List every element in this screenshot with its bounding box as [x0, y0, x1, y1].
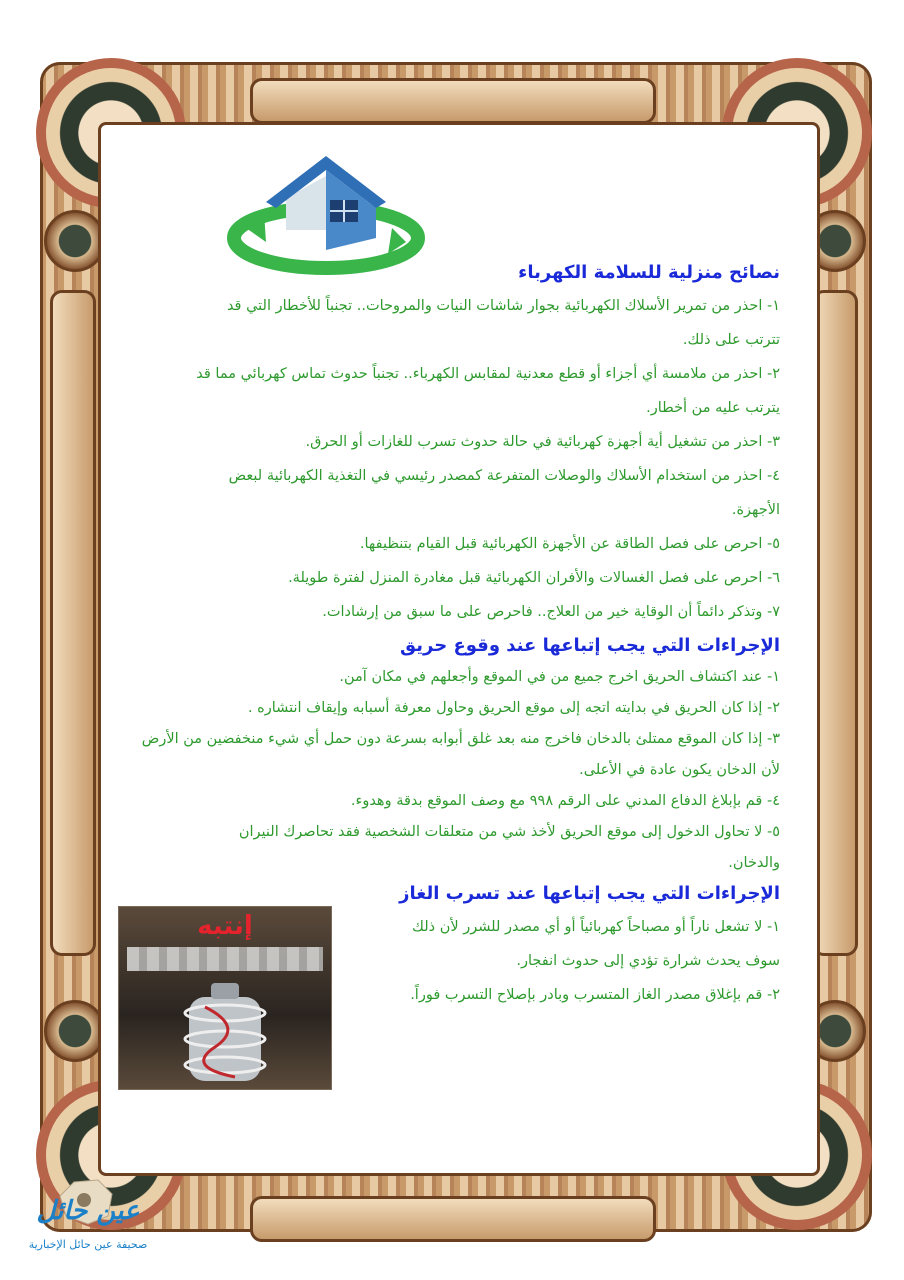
list-item: ٢- احذر من ملامسة أي أجزاء أو قطع معدنية لمقابس الكهرباء.. تجنباً حدوث تماس كهربائي مما قد	[196, 366, 780, 382]
list-item: ٦- احرص على فصل الغسالات والأفران الكهربائية قبل مغادرة المنزل لفترة طويلة.	[288, 570, 780, 586]
frame-top-rail	[250, 78, 656, 124]
frame-medallion	[44, 210, 106, 272]
document-body	[130, 262, 780, 1012]
frame-left-rail	[50, 290, 96, 956]
list-item: ٤- قم بإبلاغ الدفاع المدني على الرقم ٩٩٨ مع وصف الموقع بدقة وهدوء.	[350, 793, 780, 809]
list-item: يترتب عليه من أخطار.	[646, 400, 780, 416]
section-heading-electricity: نصائح منزلية للسلامة الكهرباء	[518, 262, 780, 283]
warning-caption-blur	[127, 947, 323, 971]
warning-title: إنتبه	[197, 911, 253, 941]
list-item: ٤- احذر من استخدام الأسلاك والوصلات المتفرعة كمصدر رئيسي في التغذية الكهربائية لبعض	[228, 468, 780, 484]
watermark-subtitle: صحيفة عين حائل الإخبارية	[28, 1238, 148, 1251]
list-item: ٥- احرص على فصل الطاقة عن الأجهزة الكهربائية قبل القيام بتنظيفها.	[359, 536, 780, 552]
list-item: تترتب على ذلك.	[682, 332, 780, 348]
list-item: ٢- إذا كان الحريق في بدايته اتجه إلى موقع الحريق وحاول معرفة أسبابه وإيقاف انتشاره .	[247, 700, 780, 716]
list-item: ٧- وتذكر دائماً أن الوقاية خير من العلاج.. فاحرص على ما سبق من إرشادات.	[322, 604, 780, 620]
list-item: ١- لا تشعل ناراً أو مصباحاً كهربائياً أو أي مصدر للشرر لأن ذلك	[412, 919, 780, 935]
house-icon	[226, 150, 426, 280]
watermark-logo	[8, 1176, 168, 1268]
list-item: ٢- قم بإغلاق مصدر الغاز المتسرب وبادر بإصلاح التسرب فوراً.	[410, 987, 780, 1003]
section-heading-gas: الإجراءات التي يجب إتباعها عند تسرب الغاز	[399, 883, 780, 904]
gas-cylinder-icon	[175, 977, 275, 1085]
frame-bottom-rail	[250, 1196, 656, 1242]
list-item: ١- احذر من تمرير الأسلاك الكهربائية بجوار شاشات النيات والمروحات.. تجنباً للأخطار التي قد	[226, 298, 780, 314]
watermark-title: عين حائل	[36, 1196, 140, 1226]
list-item: ١- عند اكتشاف الحريق اخرج جميع من في الموقع وأجعلهم في مكان آمن.	[339, 669, 780, 685]
list-item: الأجهزة.	[731, 502, 780, 518]
list-item: ٥- لا تحاول الدخول إلى موقع الحريق لأخذ شي من متعلقات الشخصية فقد تحاصرك النيران	[238, 824, 780, 840]
list-item: لأن الدخان يكون عادة في الأعلى.	[579, 762, 780, 778]
list-item: سوف يحدث شرارة تؤدي إلى حدوث انفجار.	[516, 953, 780, 969]
list-item: ٣- إذا كان الموقع ممتلئ بالدخان فاخرج منه بعد غلق أبوابه بسرعة دون حمل أي شيء منخفضين من الأرض	[141, 731, 780, 747]
section-heading-fire: الإجراءات التي يجب إتباعها عند وقوع حريق	[400, 635, 780, 656]
list-item: ٣- احذر من تشغيل أية أجهزة كهربائية في حالة حدوث تسرب للغازات أو الحرق.	[305, 434, 780, 450]
gas-warning-image	[118, 906, 332, 1090]
gas-section	[360, 883, 780, 1012]
list-item: والدخان.	[728, 855, 780, 871]
frame-medallion	[44, 1000, 106, 1062]
